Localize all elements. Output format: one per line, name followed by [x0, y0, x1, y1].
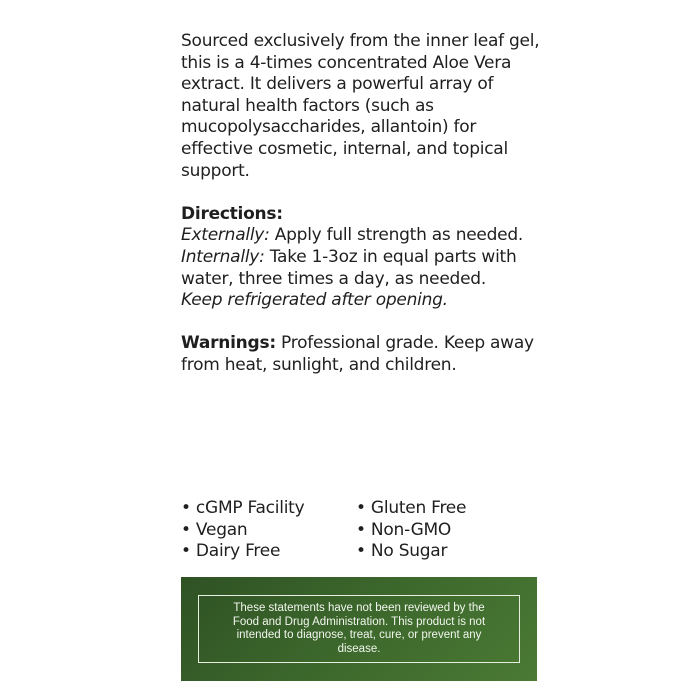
intro-paragraph: Sourced exclusively from the inner leaf gel, this is a 4-times concentrated Aloe Vera extract. It delivers a powerful array of natural health factors (such as mucopolysaccharides, allantoin) for effective cosmetic, internal, and topical support. — [181, 31, 540, 181]
warnings-section — [181, 333, 541, 376]
product-description — [181, 31, 541, 377]
external-label: Externally: — [181, 225, 270, 246]
external-directions — [181, 225, 541, 247]
internal-label: Internally: — [181, 246, 265, 267]
storage-note: Keep refrigerated after opening. — [181, 290, 448, 311]
external-text: Apply full strength as needed. — [269, 225, 524, 246]
directions-section — [181, 204, 541, 312]
directions-heading: Directions: — [181, 203, 283, 224]
feature-column-right — [356, 498, 537, 563]
feature-column-left — [181, 498, 356, 563]
feature-item: • Dairy Free — [181, 541, 281, 562]
feature-list — [181, 498, 537, 563]
internal-directions — [181, 247, 541, 290]
internal-text: Take 1-3oz in equal parts with water, three times a day, as needed. — [181, 246, 517, 289]
feature-item: • Vegan — [181, 519, 248, 540]
feature-item: • No Sugar — [356, 541, 448, 562]
warnings-text: Professional grade. Keep away from heat, sunlight, and children. — [181, 333, 534, 375]
feature-item: • Non-GMO — [356, 519, 452, 540]
feature-item: • Gluten Free — [356, 498, 467, 518]
disclaimer-text: These statements have not been reviewed by the Food and Drug Administration. This product is not intended to diagnose, treat, cure, or prevent any disease. — [232, 602, 486, 655]
disclaimer-frame — [198, 595, 520, 663]
feature-item: • cGMP Facility — [181, 498, 305, 518]
warnings-heading: Warnings: — [181, 333, 276, 354]
fda-disclaimer-banner — [181, 577, 537, 681]
